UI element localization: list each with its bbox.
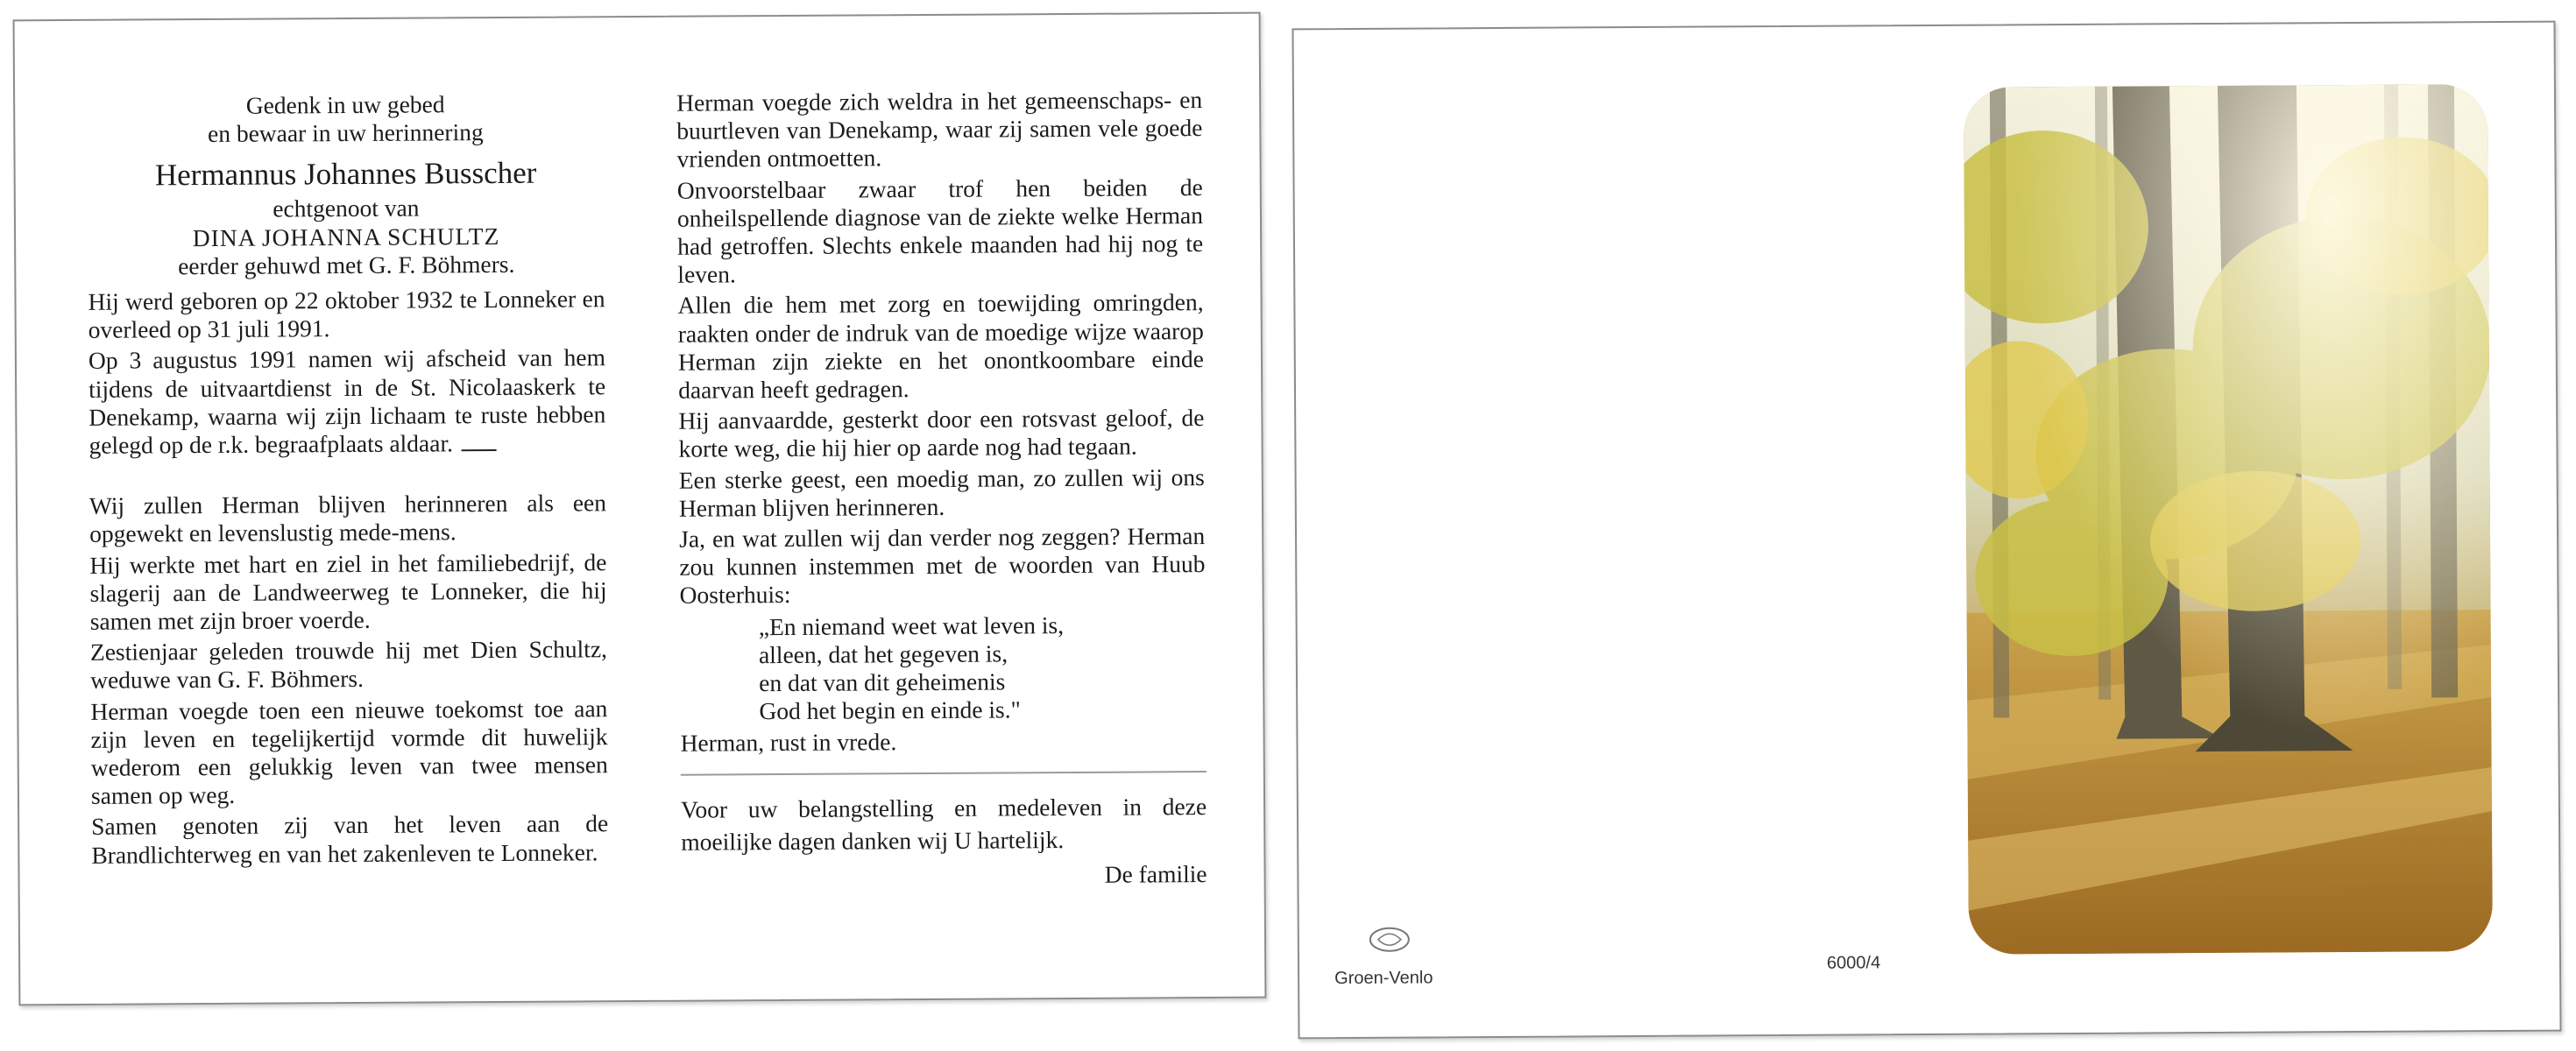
previous-marriage: eerder gehuwd met G. F. Böhmers.: [178, 250, 515, 280]
publisher-logo-icon: [1362, 925, 1417, 955]
paragraph: Wij zullen Herman blijven herinneren als een opgewekt en levenslustig mede-mens.: [88, 489, 607, 548]
paragraph: Zestienjaar geleden trouwde hij met Dien Schultz, weduwe van G. F. Böhmers.: [89, 635, 608, 695]
paragraph: Hij werkte met hart en ziel in het familiebedrijf, de slagerij aan de Landweerweg te Lonneker, die hij samen met zijn broer voerde.: [89, 547, 607, 635]
paragraph: Herman voegde toen een nieuwe toekomst toe aan zijn leven en tegelijkertijd vormde dit huwelijk wederom een gelukkig leven van twee mensen samen op weg.: [90, 694, 608, 810]
product-code: 6000/4: [1826, 953, 1881, 973]
quote-line: „En niemand weet wat leven is,: [758, 610, 1065, 640]
spouse-name: DINA JOHANNA SCHULTZ: [192, 222, 500, 251]
text-column-right: [676, 86, 1207, 915]
memorial-card-photo-side: [1292, 21, 2561, 1040]
birth-death-text: Hij werd geboren op 22 oktober 1932 te Lonneker en overleed op 31 juli 1991.: [88, 285, 605, 344]
poem-quote: [759, 610, 1207, 726]
header-line-2: en bewaar in uw herinnering: [207, 118, 484, 148]
quote-line: alleen, dat het gegeven is,: [758, 639, 1008, 669]
funeral-text: Op 3 augustus 1991 namen wij afscheid van hem tijdens de uitvaartdienst in de St. Nicolaaskerk te Denekamp, waarna wij zijn lichaam te ruste hebben gelegd op de r.k. begraafplaats aldaar.: [88, 343, 606, 459]
closing-line: Herman, rust in vrede.: [680, 728, 897, 758]
paragraph: Hij aanvaardde, gesterkt door een rotsvast geloof, de korte weg, die hij hier op aarde nog had tegaan.: [678, 404, 1205, 463]
quote-line: en dat van dit geheimenis: [759, 667, 1006, 697]
quote-line: God het begin en einde is.": [759, 695, 1021, 725]
thanks-text: Voor uw belangstelling en medeleven in deze moeilijke dagen danken wij U hartelijk.: [681, 792, 1207, 856]
divider: [681, 771, 1207, 776]
text-column-left: [87, 89, 608, 871]
memorial-card-text-side: [13, 12, 1267, 1006]
header-line-1: Gedenk in uw gebed: [245, 90, 445, 119]
signature: De familie: [1104, 859, 1207, 888]
spouse-intro: echtgenoot van: [272, 194, 420, 222]
paragraph: Onvoorstelbaar zwaar trof hen beiden de onheilspellende diagnose van de ziekte welke Herman had getroffen. Slechts enkele maanden had hij nog te leven.: [676, 173, 1204, 288]
autumn-forest-photo: [1964, 84, 2493, 955]
paragraph: Allen die hem met zorg en toewijding omringden, raakten onder de indruk van de moedige wijze waarop Herman zijn ziekte en het onontkoombare einde daarvan heeft gedragen.: [677, 288, 1205, 404]
paragraph: Samen genoten zij van het leven aan de Brandlichterweg en van het zakenleven te Lonneker.: [91, 809, 609, 869]
paragraph: Herman voegde zich weldra in het gemeenschaps- en buurtleven van Denekamp, waar zij samen vele goede vrienden ontmoetten.: [676, 86, 1203, 173]
paragraph: Ja, en wat zullen wij dan verder nog zeggen? Herman zou kunnen instemmen met de woorden van Huub Oosterhuis:: [679, 522, 1206, 610]
paragraph: Een sterke geest, een moedig man, zo zullen wij ons Herman blijven herinneren.: [678, 462, 1205, 522]
deceased-name: Hermannus Johannes Busscher: [154, 156, 537, 193]
end-mark: [462, 449, 497, 451]
publisher-name: Groen-Venlo: [1334, 968, 1433, 989]
